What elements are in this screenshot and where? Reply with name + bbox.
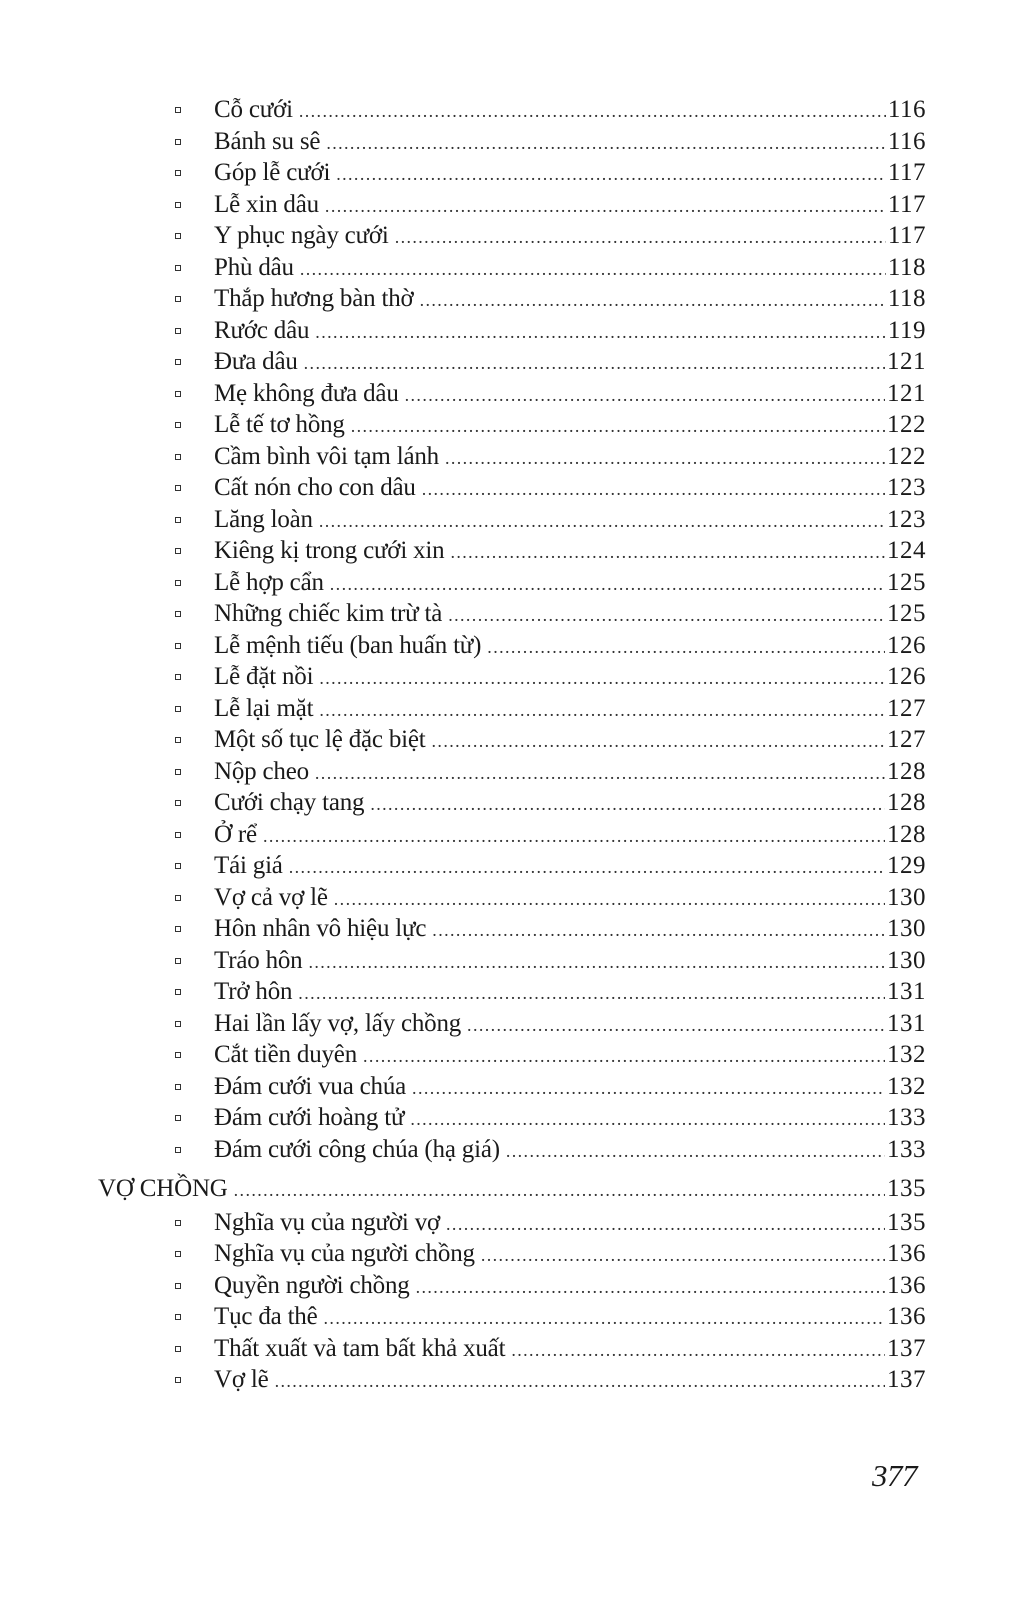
toc-entry-page-number: 119 bbox=[887, 316, 926, 344]
toc-entry[interactable] bbox=[0, 126, 926, 158]
square-bullet-icon bbox=[175, 1314, 181, 1320]
square-bullet-icon bbox=[175, 1052, 181, 1058]
toc-entry-title: Lăng loàn bbox=[214, 505, 313, 533]
toc-entry-page-number: 130 bbox=[887, 915, 926, 942]
dot-leader bbox=[315, 758, 885, 790]
dot-leader bbox=[315, 317, 886, 349]
square-bullet-icon bbox=[175, 391, 181, 397]
toc-entry-title: Một số tục lệ đặc biệt bbox=[214, 726, 426, 753]
square-bullet-icon bbox=[175, 548, 181, 554]
dot-leader bbox=[511, 1335, 885, 1367]
toc-entry-title: Quyền người chồng bbox=[214, 1271, 410, 1299]
toc-entry-page-number: 129 bbox=[887, 852, 926, 879]
dot-leader bbox=[319, 695, 885, 727]
toc-entry[interactable] bbox=[0, 1008, 926, 1040]
toc-entry[interactable] bbox=[0, 1301, 926, 1333]
square-bullet-icon bbox=[175, 139, 181, 145]
toc-entry[interactable] bbox=[0, 567, 926, 599]
toc-entry[interactable] bbox=[0, 1270, 926, 1302]
toc-entry-title: Cưới chạy tang bbox=[214, 789, 365, 816]
dot-leader bbox=[487, 632, 885, 664]
toc-entry[interactable] bbox=[0, 598, 926, 630]
toc-entry-title: Y phục ngày cưới bbox=[214, 222, 389, 249]
square-bullet-icon bbox=[175, 706, 181, 712]
square-bullet-icon bbox=[175, 1115, 181, 1121]
toc-entry-title: Thắp hương bàn thờ bbox=[214, 285, 414, 312]
toc-entry-page-number: 121 bbox=[887, 379, 926, 407]
toc-entry-title: Lễ đặt nồi bbox=[214, 663, 314, 690]
dot-leader bbox=[234, 1175, 885, 1207]
toc-entry[interactable] bbox=[0, 346, 926, 378]
toc-entry-page-number: 124 bbox=[887, 537, 926, 564]
toc-entry[interactable] bbox=[0, 535, 926, 567]
dot-leader bbox=[299, 96, 886, 128]
toc-entry-title: Nộp cheo bbox=[214, 757, 309, 785]
dot-leader bbox=[405, 380, 885, 412]
toc-entry[interactable] bbox=[0, 945, 926, 977]
toc-entry-page-number: 130 bbox=[887, 883, 926, 911]
toc-entry[interactable] bbox=[0, 787, 926, 819]
dot-leader bbox=[446, 1209, 885, 1241]
toc-entry[interactable] bbox=[0, 756, 926, 788]
dot-leader bbox=[263, 821, 885, 853]
toc-entry[interactable] bbox=[0, 283, 926, 315]
square-bullet-icon bbox=[175, 737, 181, 743]
dot-leader bbox=[506, 1136, 885, 1168]
toc-entry-page-number: 116 bbox=[887, 96, 926, 123]
toc-entry[interactable] bbox=[0, 1333, 926, 1365]
square-bullet-icon bbox=[175, 1283, 181, 1289]
dot-leader bbox=[325, 191, 886, 223]
toc-entry[interactable] bbox=[0, 220, 926, 252]
square-bullet-icon bbox=[175, 1377, 181, 1383]
dot-leader bbox=[395, 222, 886, 254]
square-bullet-icon bbox=[175, 989, 181, 995]
square-bullet-icon bbox=[175, 863, 181, 869]
toc-entry-title: Đám cưới hoàng tử bbox=[214, 1104, 405, 1131]
toc-entry-page-number: 118 bbox=[887, 253, 926, 281]
toc-entry-title: Lễ hợp cẩn bbox=[214, 568, 324, 596]
dot-leader bbox=[448, 600, 885, 632]
square-bullet-icon bbox=[175, 1251, 181, 1257]
toc-entry[interactable] bbox=[0, 693, 926, 725]
square-bullet-icon bbox=[175, 422, 181, 428]
toc-entry-title: Góp lễ cưới bbox=[214, 159, 331, 186]
square-bullet-icon bbox=[175, 1147, 181, 1153]
toc-entry[interactable] bbox=[0, 913, 926, 945]
dot-leader bbox=[467, 1010, 885, 1042]
toc-entry-page-number: 136 bbox=[887, 1240, 926, 1267]
dot-leader bbox=[351, 411, 885, 443]
toc-entries-group bbox=[0, 94, 1025, 1165]
toc-entry-page-number: 133 bbox=[887, 1135, 926, 1163]
toc-entry-title: Cỗ cưới bbox=[214, 96, 293, 123]
square-bullet-icon bbox=[175, 296, 181, 302]
toc-entry-title: Nghĩa vụ của người vợ bbox=[214, 1208, 441, 1236]
toc-entry[interactable] bbox=[0, 1207, 926, 1239]
toc-section-entries-group bbox=[0, 1207, 1025, 1396]
toc-entry[interactable] bbox=[0, 1071, 926, 1103]
section-page-number: 135 bbox=[887, 1175, 926, 1202]
square-bullet-icon bbox=[175, 1084, 181, 1090]
toc-entry-page-number: 127 bbox=[887, 694, 926, 722]
square-bullet-icon bbox=[175, 643, 181, 649]
toc-entry-title: Ở rể bbox=[214, 820, 257, 848]
dot-leader bbox=[298, 978, 885, 1010]
toc-entry-page-number: 116 bbox=[887, 127, 926, 155]
toc-entry[interactable] bbox=[0, 882, 926, 914]
dot-leader bbox=[330, 569, 885, 601]
toc-entry[interactable] bbox=[0, 1238, 926, 1270]
square-bullet-icon bbox=[175, 265, 181, 271]
toc-entry-title: Tục đa thê bbox=[214, 1303, 318, 1330]
square-bullet-icon bbox=[175, 674, 181, 680]
square-bullet-icon bbox=[175, 233, 181, 239]
toc-entry-page-number: 118 bbox=[887, 285, 926, 312]
table-of-contents bbox=[0, 94, 1025, 1396]
square-bullet-icon bbox=[175, 800, 181, 806]
square-bullet-icon bbox=[175, 1220, 181, 1226]
toc-entry[interactable] bbox=[0, 378, 926, 410]
toc-entry-page-number: 117 bbox=[887, 159, 926, 186]
toc-entry-page-number: 135 bbox=[887, 1208, 926, 1236]
toc-entry-title: Mẹ không đưa dâu bbox=[214, 379, 399, 407]
toc-entry[interactable] bbox=[0, 409, 926, 441]
toc-entry[interactable] bbox=[0, 189, 926, 221]
toc-entry-title: Rước dâu bbox=[214, 316, 310, 344]
square-bullet-icon bbox=[175, 359, 181, 365]
dot-leader bbox=[326, 128, 886, 160]
square-bullet-icon bbox=[175, 611, 181, 617]
toc-entry-page-number: 136 bbox=[887, 1271, 926, 1299]
toc-entry-page-number: 127 bbox=[887, 726, 926, 753]
toc-entry-page-number: 121 bbox=[887, 348, 926, 375]
toc-entry[interactable] bbox=[0, 315, 926, 347]
dot-leader bbox=[300, 254, 886, 286]
toc-entry-page-number: 137 bbox=[887, 1334, 926, 1362]
square-bullet-icon bbox=[175, 328, 181, 334]
square-bullet-icon bbox=[175, 832, 181, 838]
toc-entry-page-number: 128 bbox=[887, 820, 926, 848]
toc-entry-page-number: 130 bbox=[887, 946, 926, 974]
square-bullet-icon bbox=[175, 170, 181, 176]
toc-entry-page-number: 117 bbox=[887, 190, 926, 218]
dot-leader bbox=[289, 852, 885, 884]
toc-entry[interactable] bbox=[0, 1364, 926, 1396]
toc-entry-page-number: 126 bbox=[887, 631, 926, 659]
toc-entry-page-number: 123 bbox=[887, 474, 926, 501]
toc-entry-title: Hôn nhân vô hiệu lực bbox=[214, 915, 427, 942]
dot-leader bbox=[319, 506, 885, 538]
toc-entry-page-number: 132 bbox=[887, 1041, 926, 1068]
toc-section-heading[interactable] bbox=[0, 1173, 926, 1205]
dot-leader bbox=[445, 443, 885, 475]
toc-entry-page-number: 131 bbox=[887, 978, 926, 1005]
toc-entry-page-number: 122 bbox=[887, 411, 926, 438]
toc-entry[interactable] bbox=[0, 850, 926, 882]
toc-entry[interactable] bbox=[0, 1039, 926, 1071]
square-bullet-icon bbox=[175, 517, 181, 523]
dot-leader bbox=[432, 915, 885, 947]
toc-entry-title: Tráo hôn bbox=[214, 946, 303, 974]
toc-entry[interactable] bbox=[0, 1102, 926, 1134]
toc-entry-title: Vợ lẽ bbox=[214, 1366, 269, 1393]
dot-leader bbox=[422, 474, 885, 506]
dot-leader bbox=[275, 1366, 885, 1398]
page-number: 377 bbox=[872, 1458, 917, 1493]
square-bullet-icon bbox=[175, 769, 181, 775]
dot-leader bbox=[420, 285, 886, 317]
toc-entry-title: Lễ tế tơ hồng bbox=[214, 411, 345, 438]
toc-entry[interactable] bbox=[0, 724, 926, 756]
toc-entry-page-number: 122 bbox=[887, 442, 926, 470]
square-bullet-icon bbox=[175, 895, 181, 901]
dot-leader bbox=[410, 1104, 885, 1136]
dot-leader bbox=[432, 726, 885, 758]
toc-entry-title: Những chiếc kim trừ tà bbox=[214, 600, 443, 627]
toc-entry-title: Cất nón cho con dâu bbox=[214, 474, 416, 501]
square-bullet-icon bbox=[175, 926, 181, 932]
toc-entry-title: Thất xuất và tam bất khả xuất bbox=[214, 1334, 506, 1362]
dot-leader bbox=[363, 1041, 885, 1073]
toc-entry-title: Lễ xin dâu bbox=[214, 190, 319, 218]
toc-entry[interactable] bbox=[0, 661, 926, 693]
square-bullet-icon bbox=[175, 202, 181, 208]
dot-leader bbox=[324, 1303, 885, 1335]
toc-entry-page-number: 137 bbox=[887, 1366, 926, 1393]
dot-leader bbox=[304, 348, 885, 380]
dot-leader bbox=[450, 537, 885, 569]
toc-entry[interactable] bbox=[0, 252, 926, 284]
toc-entry-title: Cầm bình vôi tạm lánh bbox=[214, 442, 439, 470]
toc-entry-page-number: 125 bbox=[887, 568, 926, 596]
toc-entry-title: Đám cưới vua chúa bbox=[214, 1072, 407, 1100]
dot-leader bbox=[416, 1272, 885, 1304]
dot-leader bbox=[308, 947, 885, 979]
toc-entry-title: Tái giá bbox=[214, 852, 283, 879]
toc-entry-title: Đưa dâu bbox=[214, 348, 298, 375]
toc-entry-title: Phù dâu bbox=[214, 253, 294, 281]
toc-entry-page-number: 128 bbox=[887, 789, 926, 816]
toc-entry[interactable] bbox=[0, 157, 926, 189]
toc-entry-page-number: 131 bbox=[887, 1009, 926, 1037]
square-bullet-icon bbox=[175, 1346, 181, 1352]
dot-leader bbox=[370, 789, 885, 821]
toc-entry-title: Lễ lại mặt bbox=[214, 694, 314, 722]
toc-entry[interactable] bbox=[0, 441, 926, 473]
square-bullet-icon bbox=[175, 485, 181, 491]
toc-entry-title: Lễ mệnh tiếu (ban huấn từ) bbox=[214, 631, 482, 659]
toc-entry-page-number: 128 bbox=[887, 757, 926, 785]
dot-leader bbox=[412, 1073, 885, 1105]
square-bullet-icon bbox=[175, 1021, 181, 1027]
toc-entry-title: Đám cưới công chúa (hạ giá) bbox=[214, 1135, 500, 1163]
toc-entry-title: Bánh su sê bbox=[214, 127, 321, 155]
section-title: VỢ CHỒNG bbox=[98, 1175, 228, 1202]
toc-entry[interactable] bbox=[0, 94, 926, 126]
square-bullet-icon bbox=[175, 454, 181, 460]
toc-entry-page-number: 133 bbox=[887, 1104, 926, 1131]
toc-entry-page-number: 117 bbox=[887, 222, 926, 249]
toc-entry-page-number: 123 bbox=[887, 505, 926, 533]
toc-entry[interactable] bbox=[0, 472, 926, 504]
toc-entry[interactable] bbox=[0, 504, 926, 536]
toc-entry-title: Hai lần lấy vợ, lấy chồng bbox=[214, 1009, 462, 1037]
dot-leader bbox=[336, 159, 886, 191]
square-bullet-icon bbox=[175, 107, 181, 113]
toc-entry-page-number: 136 bbox=[887, 1303, 926, 1330]
toc-entry-title: Vợ cả vợ lẽ bbox=[214, 883, 328, 911]
toc-entry[interactable] bbox=[0, 819, 926, 851]
square-bullet-icon bbox=[175, 958, 181, 964]
toc-entry[interactable] bbox=[0, 630, 926, 662]
toc-entry-title: Trở hôn bbox=[214, 978, 293, 1005]
toc-entry-page-number: 125 bbox=[887, 600, 926, 627]
toc-entry-page-number: 126 bbox=[887, 663, 926, 690]
toc-entry[interactable] bbox=[0, 976, 926, 1008]
dot-leader bbox=[319, 663, 885, 695]
toc-entry-title: Cắt tiền duyên bbox=[214, 1041, 358, 1068]
toc-entry[interactable] bbox=[0, 1134, 926, 1166]
dot-leader bbox=[334, 884, 885, 916]
square-bullet-icon bbox=[175, 580, 181, 586]
toc-entry-title: Kiêng kị trong cưới xin bbox=[214, 537, 445, 564]
dot-leader bbox=[481, 1240, 885, 1272]
toc-entry-title: Nghĩa vụ của người chồng bbox=[214, 1240, 475, 1267]
toc-entry-page-number: 132 bbox=[887, 1072, 926, 1100]
